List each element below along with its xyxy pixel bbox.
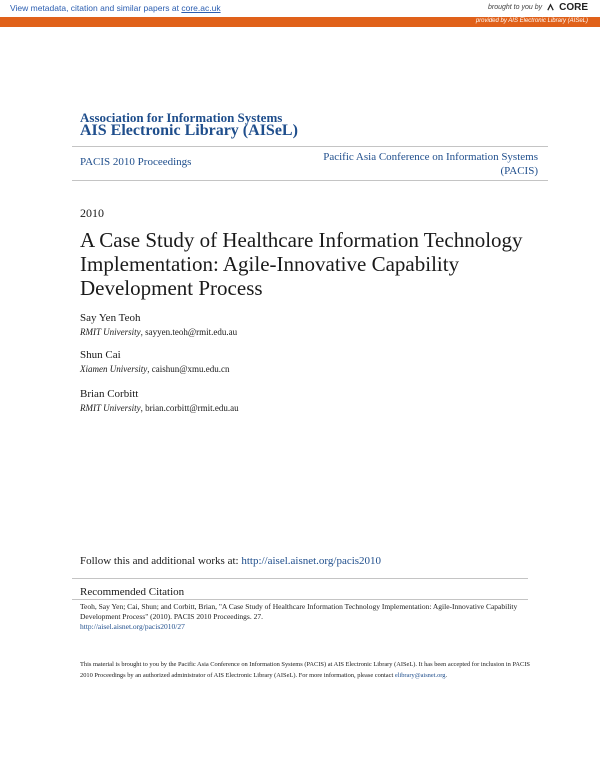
core-link[interactable]: core.ac.uk <box>181 3 221 13</box>
association-name[interactable]: Association for Information Systems <box>80 110 283 125</box>
paper-year: 2010 <box>80 206 104 220</box>
author-name-1: Say Yen Teoh <box>80 312 141 324</box>
divider-citation-top <box>72 578 528 579</box>
footer-text: This material is brought to you by the Pacific Asia Conference on Information Systems (PACIS) at AIS Electronic Library (AISeL). It has been accepted for inclusion in PACIS 2010 Proceedings by an authorized administrator of AIS Electronic Library (AISeL). For more information, please contact <box>80 661 530 679</box>
proceedings-link[interactable]: PACIS 2010 Proceedings <box>80 156 192 168</box>
follow-text: Follow this and additional works at: <box>80 555 242 567</box>
email-3: , brian.corbitt@rmit.edu.au <box>140 403 239 413</box>
footer-note <box>80 660 540 681</box>
citation-text: Teoh, Say Yen; Cai, Shun; and Corbitt, Brian, "A Case Study of Healthcare Information Technology Implementation: Agile-Innovative Capability Development Process" (2010). PACIS 2010 Proceedings. 27. <box>80 602 518 621</box>
library-name[interactable]: AIS Electronic Library (AISeL) <box>80 122 298 139</box>
follow-link[interactable]: http://aisel.aisnet.org/pacis2010 <box>241 555 382 567</box>
affiliation-3: RMIT University <box>80 403 141 413</box>
core-logo: CORE <box>559 2 588 13</box>
core-top-bar <box>0 0 600 17</box>
follow-works <box>80 555 381 567</box>
core-link-prefix: View metadata, citation and similar papers at <box>10 3 182 13</box>
author-affiliation-3 <box>80 403 239 413</box>
author-name-3: Brian Corbitt <box>80 388 139 400</box>
provider-bar <box>0 17 600 27</box>
conference-link[interactable]: Pacific Asia Conference on Information Systems (PACIS) <box>323 151 538 177</box>
footer-end: . <box>445 671 448 679</box>
brought-by-text: brought to you by <box>488 4 543 11</box>
footer-email-link[interactable]: elibrary@aisnet.org <box>394 671 446 679</box>
affiliation-2: Xiamen University <box>80 364 148 374</box>
recommended-citation-label: Recommended Citation <box>80 586 185 598</box>
author-affiliation-1 <box>80 327 237 337</box>
divider-top <box>72 146 548 147</box>
email-1: , sayyen.teoh@rmit.edu.au <box>140 327 238 337</box>
citation-link[interactable]: http://aisel.aisnet.org/pacis2010/27 <box>80 622 185 631</box>
divider-citation <box>72 599 528 600</box>
citation-block <box>80 602 540 632</box>
core-metadata-link-text <box>10 3 221 13</box>
provider-text: provided by AIS Electronic Library (AISeL) <box>475 18 588 24</box>
author-name-2: Shun Cai <box>80 349 121 361</box>
affiliation-1: RMIT University <box>80 327 141 337</box>
paper-title: A Case Study of Healthcare Information Technology Implementation: Agile-Innovative Capability Development Process <box>80 228 523 300</box>
core-brand[interactable] <box>488 2 588 13</box>
email-2: , caishun@xmu.edu.cn <box>147 364 230 374</box>
core-logo-icon <box>546 3 555 12</box>
divider-header-bottom <box>72 180 548 181</box>
author-affiliation-2 <box>80 364 230 374</box>
